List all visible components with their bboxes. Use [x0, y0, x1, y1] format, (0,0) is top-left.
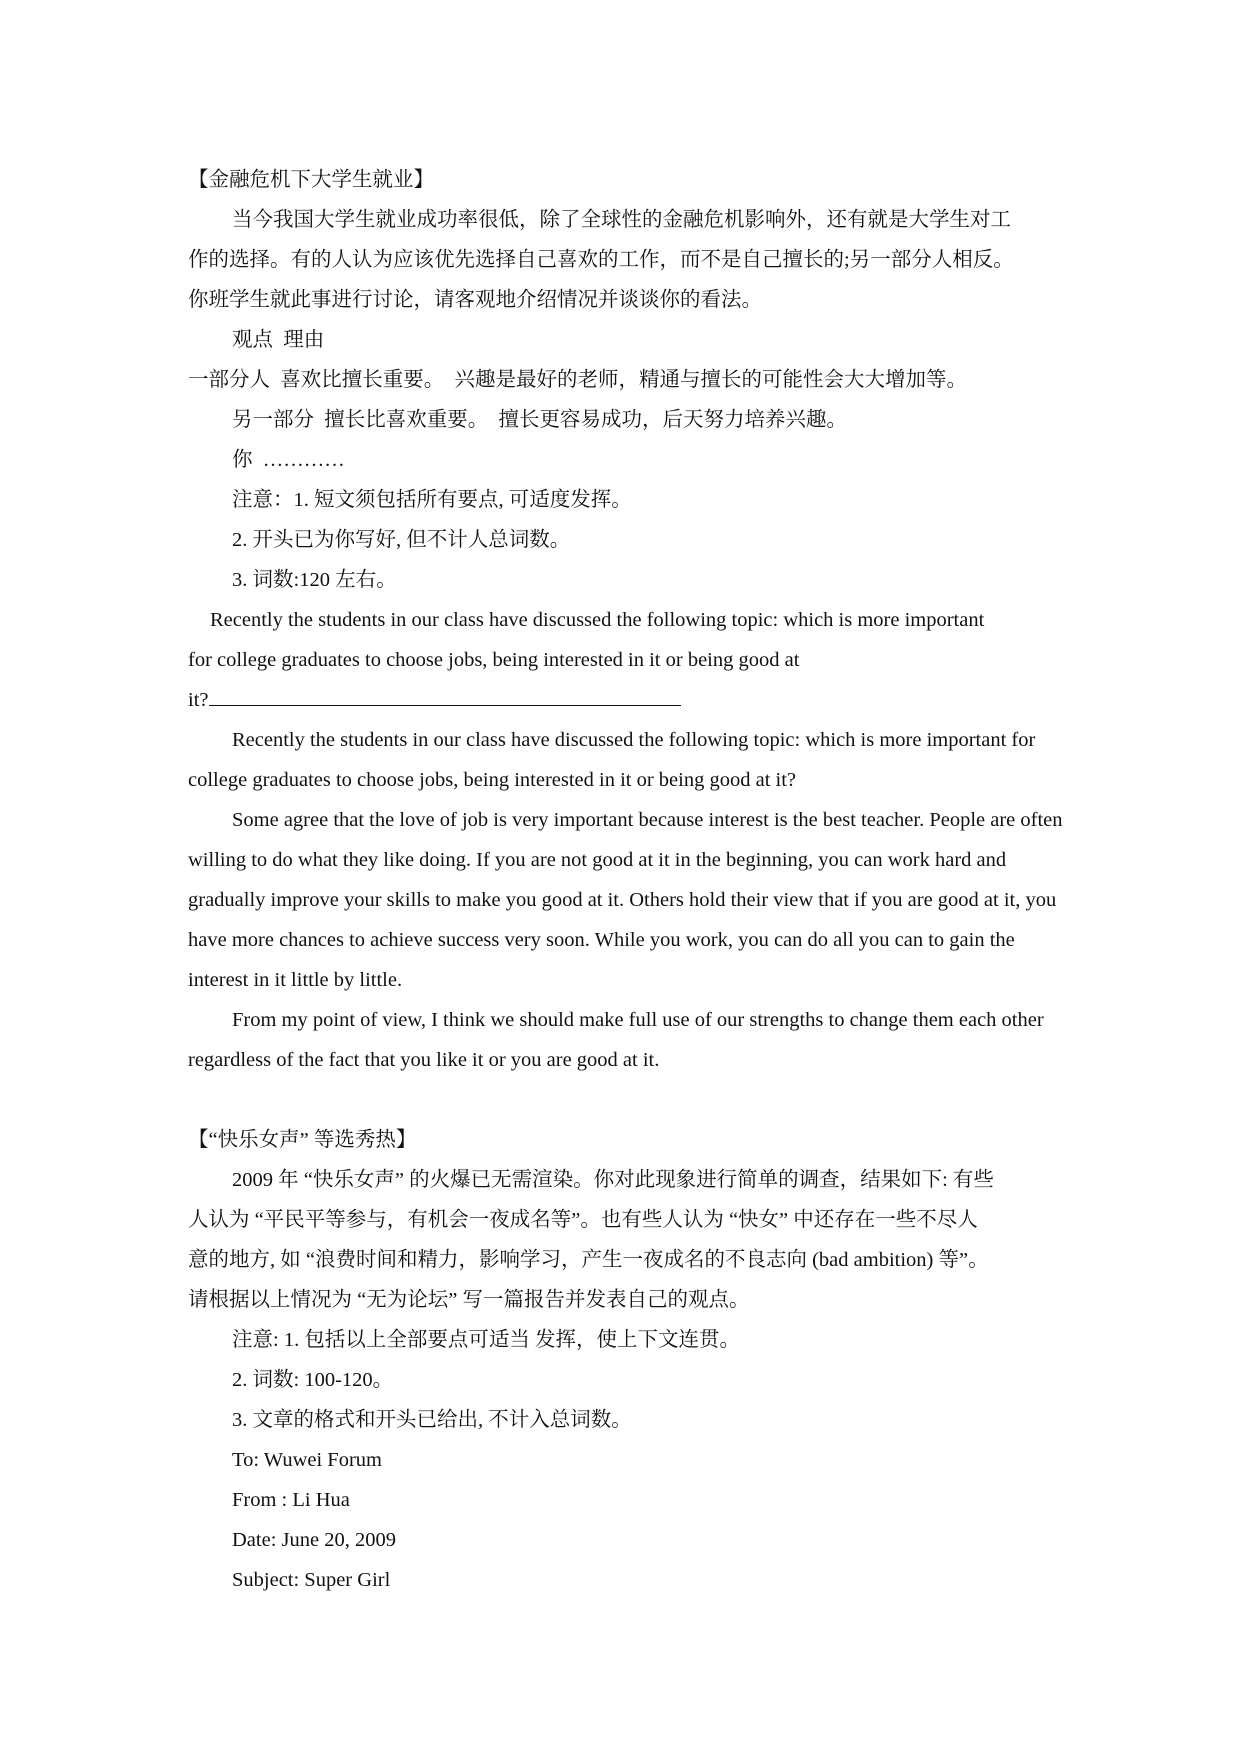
section1-prompt-line: 当今我国大学生就业成功率很低，除了全球性的金融危机影响外，还有就是大学生对工	[232, 209, 1011, 231]
starter-end: it?	[188, 689, 209, 711]
memo-date: Date: June 20, 2009	[232, 1529, 396, 1551]
section2-prompt-line: 2009 年 “快乐女声” 的火爆已无需渲染。你对此现象进行简单的调查，结果如下: 有些	[232, 1169, 994, 1191]
essay-paragraph: Recently the students in our class have discussed the following topic: which is more important for college graduates to choose jobs, being interested in it or being good at it?	[188, 729, 1036, 791]
essay-paragraph: Some agree that the love of job is very important because interest is the best teacher. People are often willing to do what they like doing. If you are not good at it in the beginning, you can work hard and gradually improve your skills to make you good at it. Others hold their view that if you are good at it, you have more chances to achieve success very soon. While you work, you can do all you can to gain the interest in it little by little.	[188, 809, 1063, 991]
starter-line: for college graduates to choose jobs, being interested in it or being good at	[188, 649, 800, 671]
starter-line: Recently the students in our class have discussed the following topic: which is more important	[210, 609, 985, 631]
memo-to: To: Wuwei Forum	[232, 1449, 382, 1471]
table-row: 另一部分 擅长比喜欢重要。 擅长更容易成功，后天努力培养兴趣。	[232, 409, 847, 431]
section2-prompt-line: 请根据以上情况为 “无为论坛” 写一篇报告并发表自己的观点。	[188, 1289, 750, 1311]
section2-prompt-line: 人认为 “平民平等参与，有机会一夜成名等”。也有些人认为 “快女” 中还存在一些不尽人	[188, 1209, 978, 1231]
starter-answer-row	[188, 680, 1068, 720]
note-line: 3. 词数:120 左右。	[232, 569, 397, 591]
memo-from: From : Li Hua	[232, 1489, 350, 1511]
table-row: 你 …………	[232, 449, 345, 471]
note-line: 3. 文章的格式和开头已给出, 不计入总词数。	[232, 1409, 632, 1431]
section2-prompt-line: 意的地方, 如 “浪费时间和精力，影响学习，产生一夜成名的不良志向 (bad ambition) 等”。	[188, 1249, 989, 1271]
section-gap	[188, 1080, 1068, 1120]
note-line: 注意: 1. 包括以上全部要点可适当 发挥，使上下文连贯。	[232, 1329, 740, 1351]
section1-prompt-line: 作的选择。有的人认为应该优先选择自己喜欢的工作，而不是自己擅长的;另一部分人相反。	[188, 249, 1014, 271]
essay-paragraph: From my point of view, I think we should make full use of our strengths to change them each other regardless of the fact that you like it or you are good at it.	[188, 1009, 1044, 1071]
note-line: 2. 开头已为你写好, 但不计人总词数。	[232, 529, 571, 551]
table-row: 一部分人 喜欢比擅长重要。 兴趣是最好的老师，精通与擅长的可能性会大大增加等。	[188, 369, 967, 391]
section1-heading: 【金融危机下大学生就业】	[188, 169, 434, 191]
note-line: 注意：1. 短文须包括所有要点, 可适度发挥。	[232, 489, 632, 511]
table-header: 观点 理由	[232, 329, 325, 351]
section2-heading: 【“快乐女声” 等选秀热】	[188, 1129, 417, 1151]
document-page	[188, 160, 1068, 1600]
answer-blank-line	[209, 681, 681, 706]
section1-prompt-line: 你班学生就此事进行讨论，请客观地介绍情况并谈谈你的看法。	[188, 289, 762, 311]
memo-subject: Subject: Super Girl	[232, 1569, 391, 1591]
note-line: 2. 词数: 100-120。	[232, 1369, 394, 1391]
